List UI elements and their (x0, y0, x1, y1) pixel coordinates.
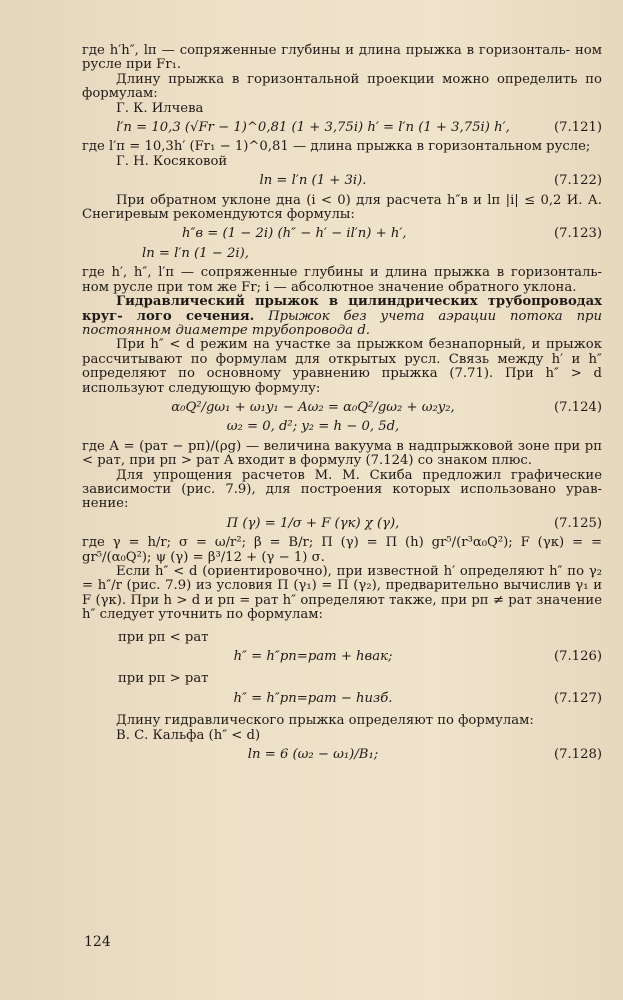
formula: h″ = h″pп=pат + hвак; (233, 649, 393, 665)
equation-7-125 (82, 517, 602, 531)
condition-label: при pп > pат (118, 671, 209, 687)
equation-number: (7.125) (553, 515, 602, 531)
text-line: где γ = h/r; σ = ω/r²; β = B/r; Π (γ) = Π (h) gr⁵/(r³α₀Q²); F (γк) = (82, 535, 584, 551)
author-name: В. С. Кальфа (h″ < d) (116, 727, 261, 743)
subheading-italic: Прыжок без учета аэрации потока при постоянном (82, 308, 602, 338)
equation-number: (7.121) (553, 120, 602, 136)
paragraph (82, 338, 602, 396)
text-line: нение: (82, 496, 129, 512)
text-line: при pп ≠ pат значение h″ следует уточнить по формулам: (82, 592, 603, 623)
text-line: При обратном уклоне дна (i < 0) для расчета h″в и lп |i| ≤ 0,2 (116, 192, 562, 208)
author-name: Г. Н. Косяковой (116, 153, 228, 169)
equation-7-126 (82, 650, 602, 664)
paragraph (82, 440, 602, 469)
text-line: При h″ < d режим на участке за прыжком безнапорный, и (116, 337, 541, 353)
equation-number: (7.126) (553, 649, 602, 665)
formula: h″ = h″pп=pат − hизб. (233, 690, 393, 706)
condition-label: при pп < pат (118, 629, 209, 645)
text-line: = gr⁵/(α₀Q²); ψ (γ) = β³/12 + (γ − 1) σ. (82, 535, 602, 565)
text-line: где h′h″, lп — сопряженные глубины и длина прыжка в горизонталь- (82, 43, 571, 58)
paragraph (82, 73, 602, 102)
paragraph (82, 536, 602, 565)
equation-7-124 (82, 401, 602, 415)
equation-7-121 (82, 121, 602, 135)
paragraph: где l′п = 10,3h′ (Fr₁ − 1)^0,81 — длина прыжка в горизонтальном русле; (82, 139, 591, 155)
text-line: по формулам: (82, 71, 602, 102)
paragraph (82, 44, 602, 73)
text-line: ном русле при Fr₁. (82, 43, 602, 73)
formula: α₀Q²/gω₁ + ω₁y₁ − Aω₂ = α₀Q²/gω₂ + ω₂y₂, (171, 399, 455, 415)
heading-bold: Гидравлический прыжок в цилиндрических трубопроводах круг- (82, 294, 602, 324)
formula: lп = 6 (ω₂ − ω₁)/B₁; (247, 747, 379, 763)
text-line: где h′, h″, l′п — сопряженные глубины и длина прыжка в горизонталь- (82, 265, 602, 281)
equation-number: (7.127) (553, 690, 602, 706)
subheading-italic: диаметре трубопровода d. (175, 322, 370, 338)
text-line: Длину прыжка в горизонтальной проекции можно определить (116, 71, 578, 87)
author-name: Г. К. Илчева (116, 100, 204, 116)
paragraph (82, 469, 602, 512)
formula: l′п = 10,3 (√Fr − 1)^0,81 (1 + 3,75i) h′ = l′п (1 + 3,75i) h′, (116, 120, 510, 136)
equation-number: (7.123) (553, 226, 602, 242)
equation-number: (7.122) (553, 173, 602, 189)
equation-7-123-line-2 (82, 247, 602, 261)
paragraph (82, 714, 602, 728)
equation-number: (7.124) (553, 399, 602, 415)
text-line: Если h″ < d (ориентировочно), при известной h′ определяют h″ (116, 564, 563, 579)
formula: Π (γ) = 1/σ + F (γк) χ (γ), (226, 515, 400, 531)
equation-7-122 (82, 174, 602, 188)
paragraph (82, 565, 602, 623)
text-line: pп < pат, при pп > pат A входит в формулу (7.124) со знаком плюс. (82, 438, 602, 469)
section-heading (82, 295, 602, 338)
equation-7-128 (82, 748, 602, 762)
equation-7-127 (82, 692, 602, 706)
page-body (82, 44, 602, 767)
text-line: зависимости (рис. 7.9), для построения которых использовано урав- (82, 481, 602, 497)
text-line: И. А. Снегиревым рекомендуются формулы: (82, 192, 602, 223)
text-line: где A = (pат − pп)/(ρg) — величина вакуума в надпрыжковой зоне при (82, 438, 581, 454)
paragraph (82, 194, 602, 223)
heading-bold: лого сечения. (136, 308, 255, 324)
text-line: Для упрощения расчетов М. М. Скиба предложил графические (116, 467, 602, 483)
text-line: по γ₂ = h″/r (рис. 7.9) из условия Π (γ₁) = Π (γ₂), предварительно (82, 564, 602, 594)
formula: lп = l′п (1 + 3i). (259, 173, 367, 189)
text-line: Длину гидравлического прыжка определяют по формулам: (116, 713, 534, 729)
text-line: вычислив γ₁ и F (γк). При h > d и pп = pат h″ определяют также, (82, 578, 602, 608)
paragraph (82, 266, 602, 295)
page-number: 124 (84, 934, 111, 950)
text-line: между h′ и h″ определяют по основному уравнению прыжка (7.71). (82, 351, 602, 382)
text-line: При h″ > d используют следующую формулу: (82, 366, 602, 396)
formula: lп = l′п (1 − 2i), (142, 245, 249, 261)
text-line: прыжок рассчитывают по формулам для открытых русл. Связь (82, 337, 602, 367)
equation-7-123 (82, 227, 602, 241)
equation-7-124-line-2 (82, 420, 602, 434)
formula: h″в = (1 − 2i) (h″ − h′ − il′п) + h′, (182, 226, 407, 242)
equation-number: (7.128) (553, 747, 602, 763)
text-line: ном русле при том же Fr; i — абсолютное значение обратного уклона. (82, 279, 577, 295)
formula: ω₂ = 0, d²; y₂ = h − 0, 5d, (226, 419, 400, 435)
